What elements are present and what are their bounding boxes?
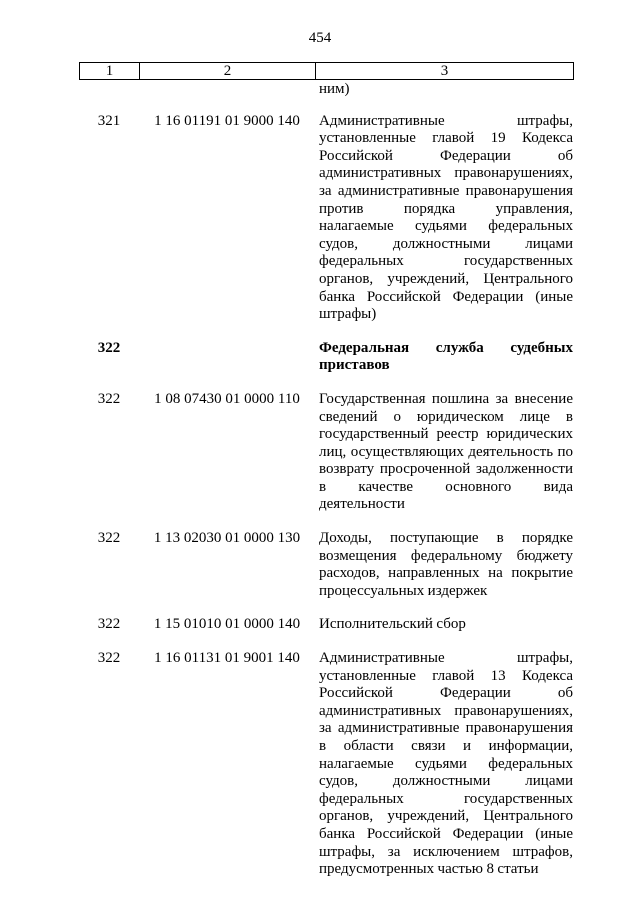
table-row bbox=[79, 391, 573, 514]
document-body bbox=[79, 81, 573, 879]
revenue-code: 1 16 01191 01 9000 140 bbox=[154, 112, 300, 129]
admin-code: 322 bbox=[97, 390, 121, 407]
revenue-name: Исполнительский сбор bbox=[319, 616, 466, 633]
revenue-code: 1 08 07430 01 0000 110 bbox=[154, 390, 300, 407]
continuation-row bbox=[79, 81, 573, 99]
table-row bbox=[79, 113, 573, 324]
revenue-code: 1 16 01131 01 9001 140 bbox=[154, 650, 300, 667]
admin-code: 322 bbox=[97, 616, 121, 633]
table-row bbox=[79, 650, 573, 879]
revenue-name: Административные штрафы, установленные главой 19 Кодекса Российской Федерации об административных правонарушениях, за административные правонарушения против порядка управления, налагаемые судьями федеральных судов, должностными лицами федеральных государственных органов, учреждений, Центрального банка Российской Федерации (иные штрафы) bbox=[319, 112, 573, 323]
header-col-3: 3 bbox=[316, 63, 574, 80]
admin-code: 321 bbox=[97, 112, 121, 129]
revenue-name: Административные штрафы, установленные главой 13 Кодекса Российской Федерации об административных правонарушениях, за административные правонарушения в области связи и информации, налагаемые судьями федеральных судов, должностными лицами федеральных государственных органов, учреждений, Центрального банка Российской Федерации (иные штрафы, за исключением штрафов, предусмотренных частью 8 статьи bbox=[319, 650, 573, 878]
admin-code: 322 bbox=[97, 530, 121, 547]
table-row-section bbox=[79, 340, 573, 375]
revenue-name: Государственная пошлина за внесение сведений о юридическом лице в государственный реестр юридических лиц, осуществляющих деятельность по возврату просроченной задолженности в качестве основного вида деятельности bbox=[319, 390, 573, 513]
admin-code: 322 bbox=[97, 650, 121, 667]
table-row bbox=[79, 616, 573, 634]
section-title: Федеральная служба судебных приставов bbox=[319, 339, 573, 374]
revenue-code: 1 15 01010 01 0000 140 bbox=[153, 616, 301, 633]
header-col-1: 1 bbox=[80, 63, 140, 80]
header-col-2: 2 bbox=[140, 63, 316, 80]
revenue-name: Доходы, поступающие в порядке возмещения федеральному бюджету расходов, направленных на покрытие процессуальных издержек bbox=[319, 530, 573, 599]
table-row bbox=[79, 530, 573, 600]
revenue-code: 1 13 02030 01 0000 130 bbox=[153, 530, 301, 547]
continuation-text: ним) bbox=[319, 81, 350, 97]
admin-code: 322 bbox=[97, 339, 121, 356]
page-number: 454 bbox=[308, 30, 332, 46]
table-header bbox=[79, 62, 574, 80]
